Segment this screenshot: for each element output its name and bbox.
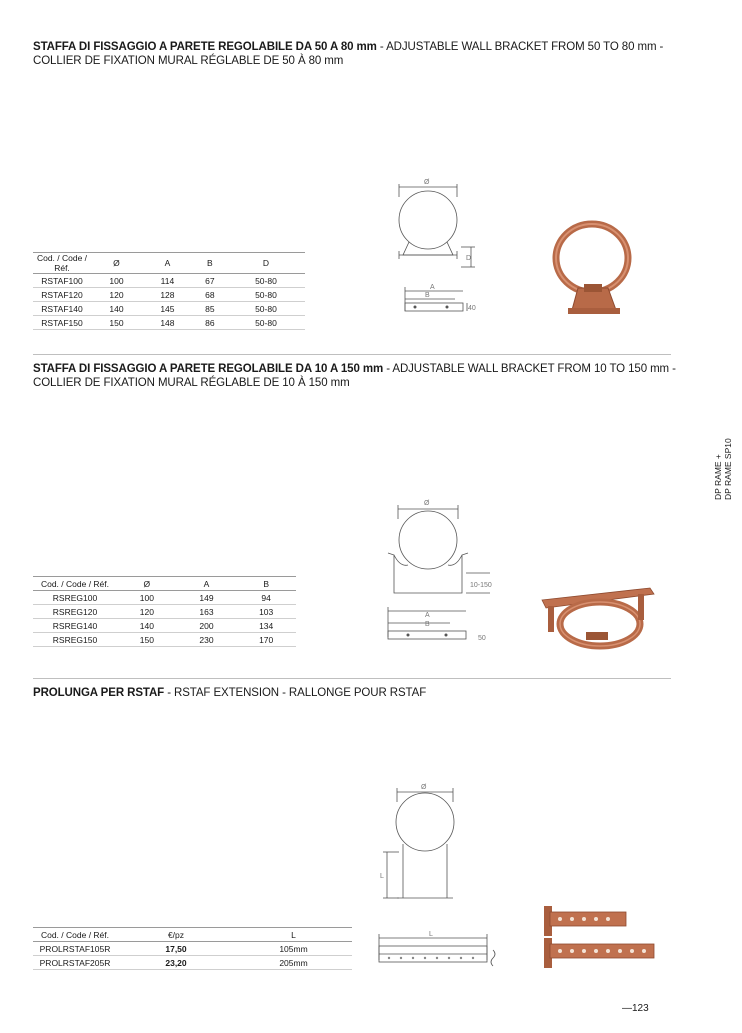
side-label-line1: DP RAME +: [713, 454, 723, 500]
cell: PROLRSTAF205R: [33, 956, 117, 970]
price-cell: 17,50: [117, 942, 235, 956]
section-3-title-bold: PROLUNGA PER RSTAF: [33, 687, 165, 699]
section-2-title-rest: - ADJUSTABLE WALL BRACKET FROM 10 TO 150 mm -: [383, 363, 676, 375]
cell: 114: [142, 274, 193, 288]
cell: 67: [193, 274, 227, 288]
table-row: [33, 605, 296, 619]
cell: 94: [236, 591, 296, 605]
col-code: Cod. / Code / Réf.: [33, 928, 117, 942]
cell: 120: [91, 288, 142, 302]
cell: 149: [177, 591, 237, 605]
side-label-line2: DP RAME SP10: [723, 438, 733, 500]
col-d: D: [227, 253, 305, 274]
cell: 86: [193, 316, 227, 330]
cell: RSTAF120: [33, 288, 91, 302]
section-2-table: [33, 576, 296, 647]
cell: PROLRSTAF105R: [33, 942, 117, 956]
section-1-title-bold: STAFFA DI FISSAGGIO A PARETE REGOLABILE DA 50 A 80 mm: [33, 41, 377, 53]
cell: 120: [117, 605, 177, 619]
drawing-label-b: B: [425, 621, 430, 628]
cell: 145: [142, 302, 193, 316]
cell: 50-80: [227, 302, 305, 316]
col-code: Cod. / Code / Réf.: [33, 253, 91, 274]
cell: RSREG140: [33, 619, 117, 633]
cell: 128: [142, 288, 193, 302]
cell: 50-80: [227, 288, 305, 302]
section-1-title-line2: COLLIER DE FIXATION MURAL RÉGLABLE DE 50 À 80 mm: [33, 55, 344, 67]
section-2-title: [33, 362, 676, 390]
cell: RSTAF140: [33, 302, 91, 316]
section-divider: [33, 678, 671, 679]
cell: 150: [117, 633, 177, 647]
cell: 150: [91, 316, 142, 330]
section-2-title-bold: STAFFA DI FISSAGGIO A PARETE REGOLABILE DA 10 A 150 mm: [33, 363, 384, 375]
cell: 85: [193, 302, 227, 316]
section-1-title-rest: - ADJUSTABLE WALL BRACKET FROM 50 TO 80 mm -: [376, 41, 664, 53]
table-row: [33, 274, 305, 288]
cell: 50-80: [227, 316, 305, 330]
cell: 68: [193, 288, 227, 302]
section-3-title-rest: - RSTAF EXTENSION - RALLONGE POUR RSTAF: [164, 687, 427, 699]
bracket-2-photo: [538, 580, 658, 660]
col-l: L: [235, 928, 352, 942]
drawing-label-h: 50: [478, 635, 486, 642]
section-3-title: [33, 686, 426, 700]
cell: 163: [177, 605, 237, 619]
drawing-label-d: D: [466, 255, 472, 262]
table-row: [33, 619, 296, 633]
table-row: [33, 942, 352, 956]
bracket-1-drawing: [385, 175, 485, 325]
drawing-label-range: 10-150: [470, 582, 492, 589]
col-a: A: [177, 577, 237, 591]
bracket-2-drawing: [380, 495, 500, 645]
cell: 50-80: [227, 274, 305, 288]
cell: 230: [177, 633, 237, 647]
cell: 205mm: [235, 956, 352, 970]
price-cell: 23,20: [117, 956, 235, 970]
drawing-label-a: A: [425, 612, 430, 619]
col-b: B: [236, 577, 296, 591]
col-code: Cod. / Code / Réf.: [33, 577, 117, 591]
cell: RSTAF100: [33, 274, 91, 288]
drawing-label-b: B: [425, 292, 430, 299]
cell: 148: [142, 316, 193, 330]
drawing-label-l2: L: [429, 931, 433, 938]
cell: 105mm: [235, 942, 352, 956]
section-1-table: [33, 252, 305, 330]
cell: 100: [117, 591, 177, 605]
section-3-table: [33, 927, 352, 970]
table-row: [33, 316, 305, 330]
drawing-label-a: A: [430, 284, 435, 291]
cell: RSREG100: [33, 591, 117, 605]
col-dia: Ø: [91, 253, 142, 274]
drawing-label-l: L: [380, 873, 384, 880]
table-row: [33, 591, 296, 605]
col-a: A: [142, 253, 193, 274]
table-row: [33, 288, 305, 302]
cell: 140: [117, 619, 177, 633]
extension-photo: [538, 900, 658, 975]
table-header-row: [33, 928, 352, 942]
cell: 200: [177, 619, 237, 633]
section-2-title-line2: COLLIER DE FIXATION MURAL RÉGLABLE DE 10 À 150 mm: [33, 377, 350, 389]
cell: RSREG150: [33, 633, 117, 647]
drawing-label-dia: Ø: [421, 784, 427, 791]
table-header-row: [33, 577, 296, 591]
table-header-row: [33, 253, 305, 274]
cell: 103: [236, 605, 296, 619]
table-row: [33, 302, 305, 316]
drawing-label-dia: Ø: [424, 179, 430, 186]
col-price: €/pz: [117, 928, 235, 942]
cell: 170: [236, 633, 296, 647]
cell: 140: [91, 302, 142, 316]
section-divider: [33, 354, 671, 355]
bracket-1-photo: [548, 218, 640, 328]
table-row: [33, 956, 352, 970]
cell: 100: [91, 274, 142, 288]
col-dia: Ø: [117, 577, 177, 591]
drawing-label-h: 40: [468, 305, 476, 312]
drawing-label-dia: Ø: [424, 500, 430, 507]
cell: 134: [236, 619, 296, 633]
section-1-title: [33, 40, 663, 68]
extension-drawing: [375, 780, 505, 980]
page-number: —123: [622, 1003, 649, 1014]
table-row: [33, 633, 296, 647]
col-b: B: [193, 253, 227, 274]
cell: RSREG120: [33, 605, 117, 619]
cell: RSTAF150: [33, 316, 91, 330]
side-section-label: [713, 440, 737, 510]
